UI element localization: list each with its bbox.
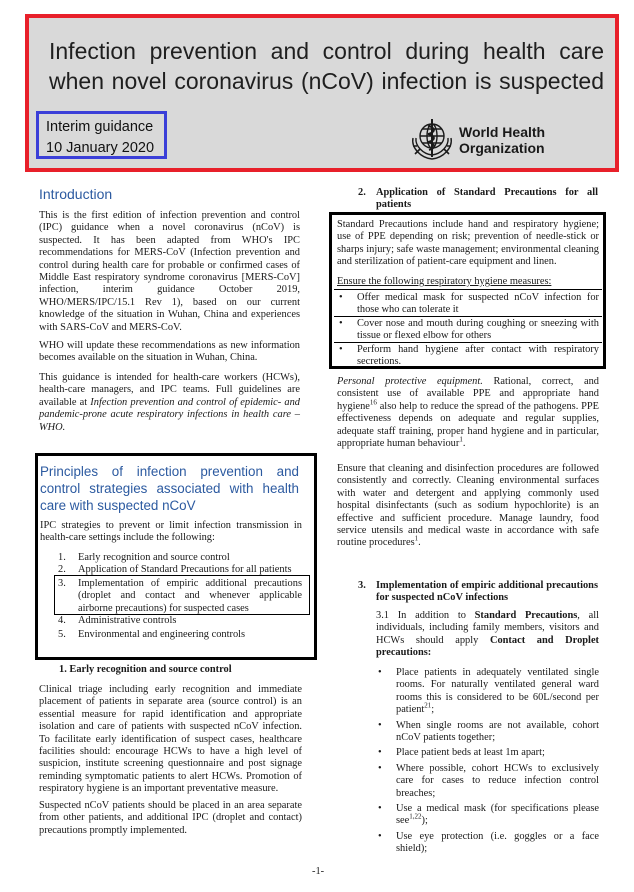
page-number: -1- — [312, 866, 325, 877]
section-1-paragraph-1: Clinical triage including early recognition and immediate placement of patients in separate area (source control) is an essential measure for rapid identification and appropriate isolation and care of patients with suspected nCoV infection. To facilitate early identification of suspect cases, healthcare facilities should: encourage HCWs to have a high level of suspicion, institute screening questionnaire and post signage reminding symptomatic patients to alert HCWs. Promotion of respiratory hygiene is an important preventative measure. — [39, 684, 302, 795]
s3-text: 3.1 In addition to — [376, 610, 475, 621]
list-item: • Use eye protection (i.e. goggles or a face shield); — [376, 831, 599, 856]
list-item-text: Place patients in adequately ventilated single rooms. For naturally ventilated general ward rooms this is considered to be 60L/second per patient — [396, 667, 599, 716]
divider-line — [334, 316, 602, 317]
footnote-ref: 1 — [414, 534, 419, 543]
list-item — [58, 552, 302, 564]
highlight-frame-item-3 — [54, 575, 310, 615]
section-3-heading: Implementation of empiric additional precautions for suspected nCoV infections — [376, 580, 598, 604]
title-line-1: Infection prevention and control during health care — [49, 38, 604, 64]
section-3-number: 3. — [358, 580, 366, 591]
guidance-box — [36, 111, 167, 159]
cleaning-end: . — [418, 537, 421, 549]
list-item-number: 5. — [58, 629, 66, 641]
ppe-end: . — [462, 438, 466, 450]
guidance-label: Interim guidance — [46, 119, 154, 135]
list-item-text: Administrative controls — [78, 615, 177, 627]
footnote-ref: 16 — [369, 398, 377, 407]
title-line-2: when novel coronavirus (nCoV) infection is suspected — [49, 68, 604, 94]
section-1-paragraph-2: Suspected nCoV patients should be placed in an area separate from other patients, and additional IPC (droplet and contact) precautions promptly implemented. — [39, 800, 302, 836]
list-item: • Where possible, cohort HCWs to exclusively care for cases to reduce infection control breaches; — [376, 763, 599, 800]
cleaning-paragraph — [337, 463, 599, 550]
intro-paragraph-1: This is the first edition of infection prevention and control (IPC) guidance when a novel coronavirus (nCoV) is suspected. It has been adapted from WHO's IPC recommendations for MERS-CoV (Infection prevention and control during health care for probable or confirmed cases of Middle East respiratory syndrome coronavirus [MERS-CoV] infection, interim guidance October 2019, WHO/MERS/IPC/15.1 Rev 1), based on our current knowledge of the situation in Wuhan, China and experiences with SARS-CoV and MERS-CoV. — [39, 210, 300, 333]
s3-text-mid: , all individuals, including family members, visitors and HCWs should apply — [376, 610, 599, 646]
who-emblem-icon — [407, 116, 457, 162]
list-item-text: Environmental and engineering controls — [78, 629, 246, 641]
list-item-number: 2. — [58, 564, 66, 576]
org-line-2: Organization — [459, 140, 545, 156]
cleaning-text: Ensure that cleaning and disinfection procedures are followed consistently and correctly. Cleaning environmental surfaces with water and detergent and applying commonly used hospital disinfectants (such as sodium hypochlorite) is an effective and sufficient procedure. Manage laundry, food service utensils and medical waste in accordance with safe routine procedures — [337, 463, 599, 549]
section-3-paragraph — [376, 610, 599, 660]
section-1-heading: 1. Early recognition and source control — [59, 664, 232, 675]
list-item — [376, 803, 599, 828]
section-2-number: 2. — [358, 187, 366, 198]
divider-line — [334, 289, 602, 290]
divider-line — [334, 342, 602, 343]
principles-heading: Principles of infection prevention and control strategies associated with health care with suspected nCoV — [40, 464, 299, 513]
respiratory-hygiene-list — [337, 292, 599, 368]
list-item — [376, 667, 599, 717]
principles-intro: IPC strategies to prevent or limit infection transmission in health-care settings include the following: — [40, 520, 302, 544]
org-line-1: World Health — [459, 124, 546, 140]
list-item-text: Application of Standard Precautions for all patients — [78, 564, 292, 576]
list-item — [58, 627, 302, 641]
list-item: • Perform hand hygiene after contact with respiratory secretions. — [337, 344, 599, 369]
list-item-number: 4. — [58, 615, 66, 627]
list-item: • When single rooms are not available, cohort nCoV patients together; — [376, 720, 599, 745]
guidance-date: 10 January 2020 — [46, 140, 155, 156]
who-organization-name — [459, 124, 545, 156]
ppe-text: Rational, correct, and consistent use of available PPE and appropriate hand hygiene — [337, 376, 599, 412]
list-item: • Offer medical mask for suspected nCoV infection for those who can tolerate it — [337, 292, 599, 317]
list-item-text: Early recognition and source control — [78, 552, 230, 563]
list-item: • Place patient beds at least 1m apart; — [376, 747, 599, 759]
list-item-end: ); — [421, 815, 428, 827]
contact-droplet-list — [376, 667, 599, 856]
list-item: • Cover nose and mouth during coughing or sneezing with tissue or flexed elbow for others — [337, 318, 599, 343]
header-banner — [25, 14, 619, 172]
ppe-text-2: also help to reduce the spread of the pathogens. PPE effectiveness depends on adequate and regular supplies, adequate staff training, proper hand hygiene and in particular, appropriate human behaviour — [337, 400, 599, 450]
footnote-ref: 1 — [459, 435, 463, 444]
standard-precautions-text: Standard Precautions include hand and respiratory hygiene; use of PPE depending on risk; prevention of needle-stick or sharps injury; safe waste management; environmental cleaning and sterilization of patient-care equipment and linen. — [337, 219, 599, 268]
list-item-end: ; — [431, 704, 435, 716]
list-item — [58, 615, 302, 627]
section-2-heading: Application of Standard Precautions for all patients — [376, 187, 598, 211]
s3-bold-2: Contact and Droplet precautions: — [376, 634, 600, 659]
intro-p3-link-text: Infection prevention and control of epidemic- and pandemic-prone acute respiratory infections in health care – WHO. — [39, 396, 300, 433]
intro-heading: Introduction — [39, 186, 113, 202]
s3-bold-1: Standard Precautions — [474, 610, 578, 621]
intro-paragraph-3 — [39, 372, 300, 434]
document-title — [49, 36, 604, 96]
ppe-paragraph — [337, 376, 599, 450]
list-item-number: 1. — [58, 552, 66, 563]
list-item-text: Use a medical mask (for specifications please see — [396, 803, 599, 827]
list-item-number: 3. — [58, 577, 66, 589]
footnote-ref: 1,22 — [409, 813, 422, 821]
intro-paragraph-2: WHO will update these recommendations as new information becomes available on the situation in Wuhan, China. — [39, 340, 300, 364]
intro-p3-text: This guidance is intended for health-care workers (HCWs), health-care managers, and IPC teams. Full guidelines are available at — [39, 372, 300, 408]
footnote-ref: 21 — [424, 701, 432, 710]
ppe-label: Personal protective equipment. — [337, 376, 483, 387]
list-item-text: Implementation of empiric additional precautions (droplet and contact and whenever applicable airborne precautions) for suspected cases — [78, 577, 302, 614]
respiratory-hygiene-subheading: Ensure the following respiratory hygiene measures: — [337, 276, 552, 287]
